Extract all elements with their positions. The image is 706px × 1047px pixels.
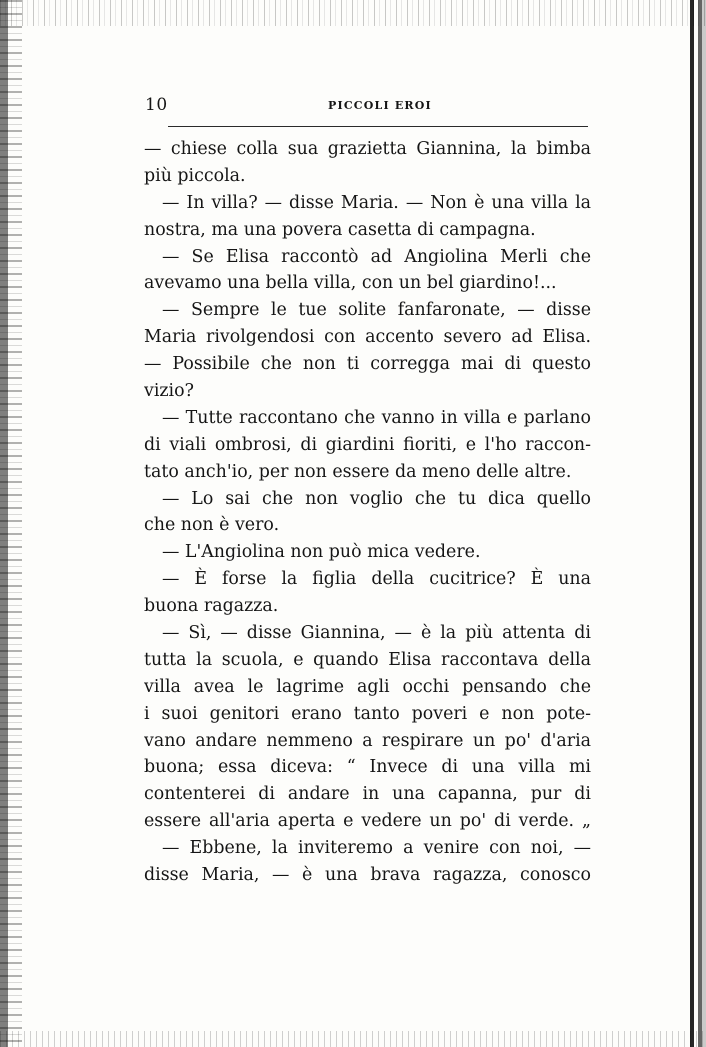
page-header xyxy=(145,94,590,118)
page-number: 10 xyxy=(145,95,168,115)
text-line: — Sempre le tue solite fanfaronate, — disse xyxy=(162,300,591,321)
scan-edge-left xyxy=(0,0,22,1047)
text-line: — Se Elisa raccontò ad Angiolina Merli che xyxy=(162,246,591,267)
text-line: nostra, ma una povera casetta di campagna. xyxy=(144,219,536,240)
text-line: avevamo una bella villa, con un bel giardino!... xyxy=(144,273,557,294)
header-rule xyxy=(168,126,588,127)
text-line: vizio? xyxy=(144,381,194,402)
text-line: di viali ombrosi, di giardini fioriti, e l'ho raccon- xyxy=(144,434,591,455)
text-line: più piccola. xyxy=(144,165,246,186)
body-text xyxy=(144,136,591,889)
text-line: essere all'aria aperta e vedere un po' di verde. „ xyxy=(144,811,591,832)
text-line: tato anch'io, per non essere da meno delle altre. xyxy=(144,461,572,482)
text-line: — Sì, — disse Giannina, — è la più attenta di xyxy=(162,623,591,644)
text-line: buona ragazza. xyxy=(144,596,279,617)
text-line: — Lo sai che non voglio che tu dica quello xyxy=(162,488,591,509)
scan-edge-bottom xyxy=(0,1031,706,1047)
scan-edge-right xyxy=(680,0,706,1047)
text-line: — È forse la figlia della cucitrice? È una xyxy=(162,569,591,590)
text-line: buona; essa diceva: “ Invece di una villa mi xyxy=(144,757,591,778)
text-line: villa avea le lagrime agli occhi pensando che xyxy=(144,676,591,697)
running-title: PICCOLI EROI xyxy=(328,99,432,112)
text-line: contenterei di andare in una capanna, pur di xyxy=(144,784,591,805)
text-line: — In villa? — disse Maria. — Non è una villa la xyxy=(162,192,591,213)
text-line: — L'Angiolina non può mica vedere. xyxy=(162,542,481,563)
text-line: vano andare nemmeno a respirare un po' d'aria xyxy=(144,730,591,751)
text-line: i suoi genitori erano tanto poveri e non pote- xyxy=(144,703,591,724)
text-line: — Ebbene, la inviteremo a venire con noi, — xyxy=(162,838,591,859)
text-line: — Possibile che non ti corregga mai di questo xyxy=(144,354,591,375)
text-line: — chiese colla sua grazietta Giannina, la bimba xyxy=(144,139,591,159)
text-line: disse Maria, — è una brava ragazza, conosco xyxy=(144,865,591,886)
text-line: Maria rivolgendosi con accento severo ad Elisa. xyxy=(144,327,591,348)
text-line: che non è vero. xyxy=(144,515,280,536)
text-line: — Tutte raccontano che vanno in villa e parlano xyxy=(162,407,591,428)
scan-edge-top xyxy=(0,0,706,26)
text-line: tutta la scuola, e quando Elisa raccontava della xyxy=(144,649,591,670)
